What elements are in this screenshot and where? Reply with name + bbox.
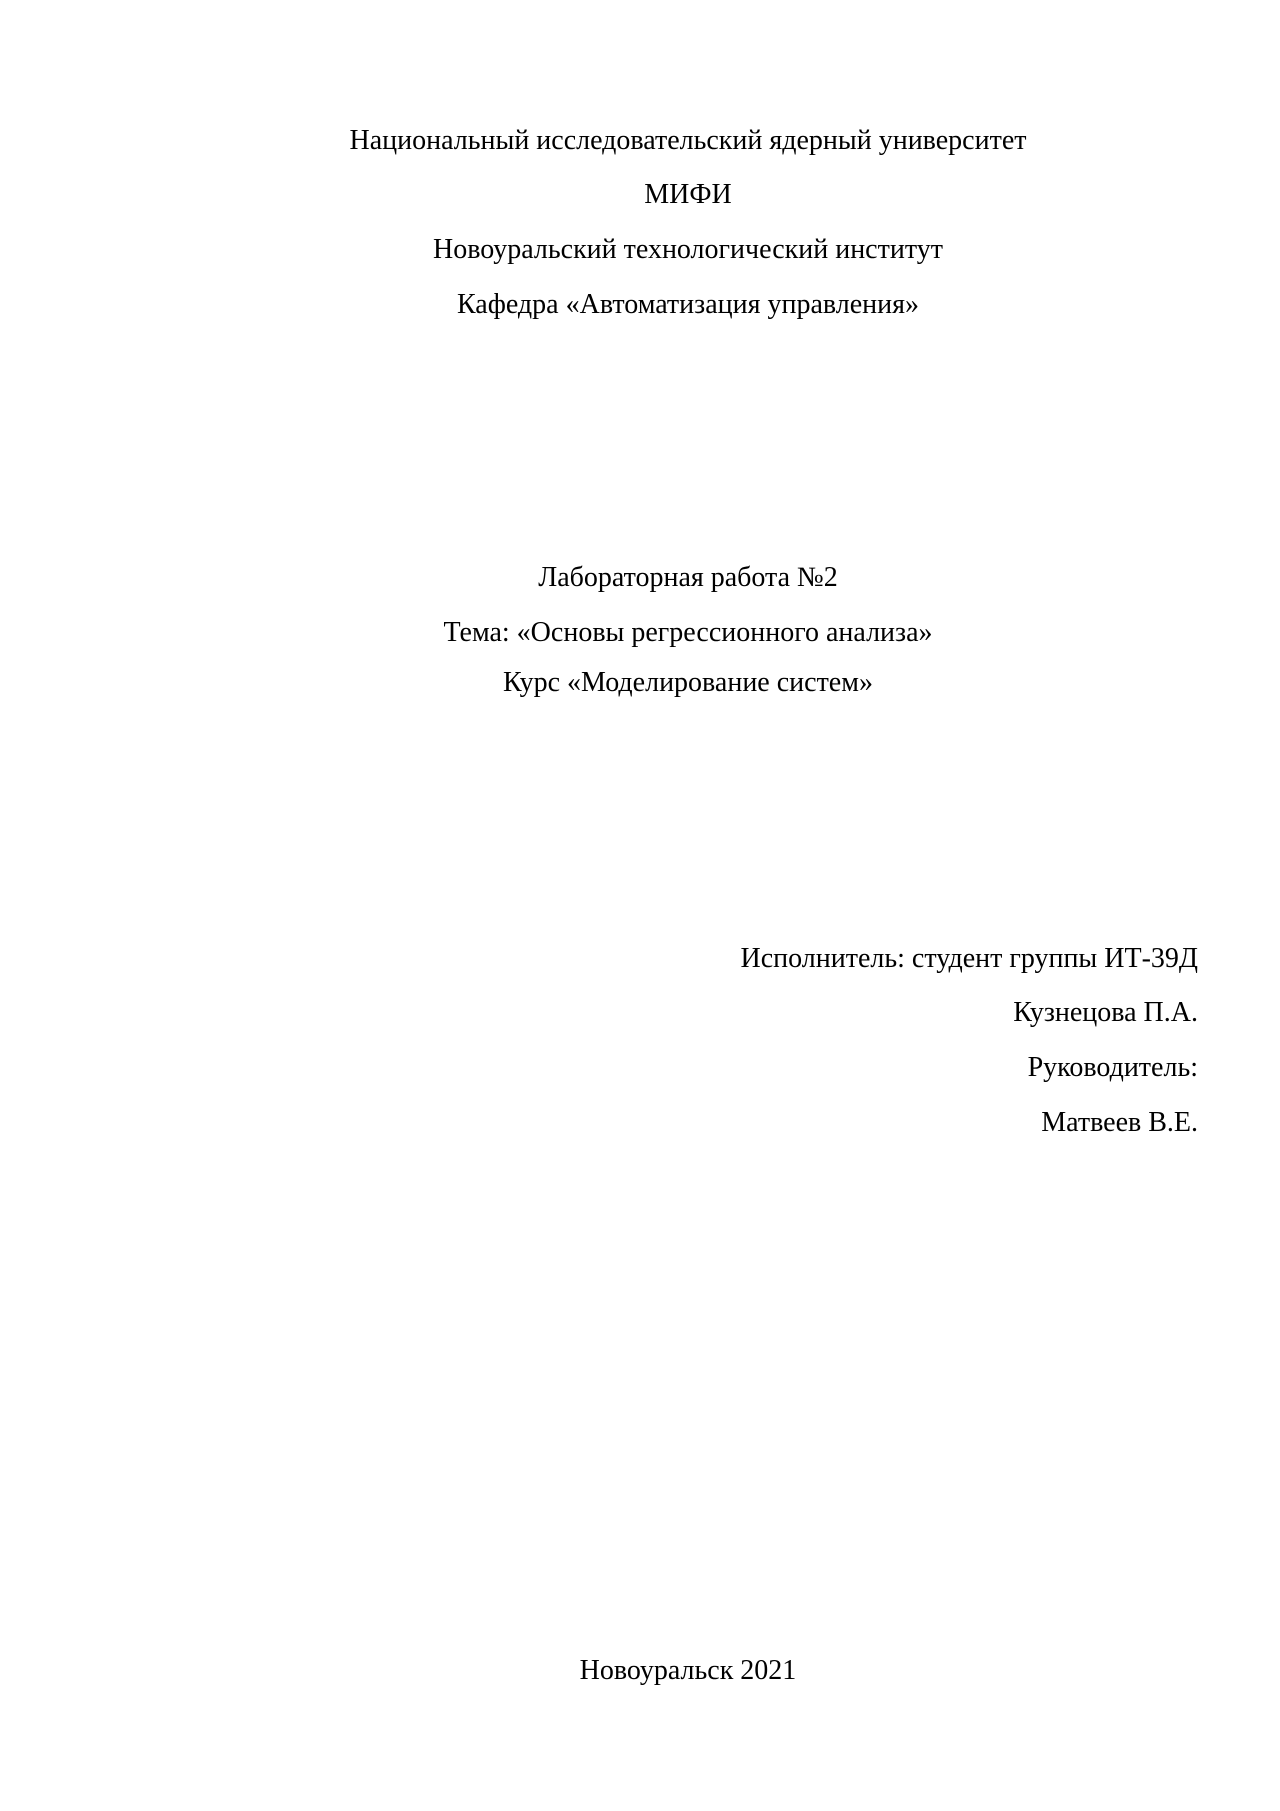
- work-topic: Тема: «Основы регрессионного анализа»: [443, 617, 933, 648]
- performer-name: Кузнецова П.А.: [1013, 997, 1198, 1028]
- city-year: Новоуральск 2021: [579, 1655, 797, 1686]
- work-title: Лабораторная работа №2: [538, 562, 838, 593]
- course-name: Курс «Моделирование систем»: [503, 667, 873, 698]
- supervisor-label: Руководитель:: [1027, 1052, 1198, 1083]
- supervisor-name: Матвеев В.Е.: [1041, 1107, 1198, 1138]
- university-name: Национальный исследовательский ядерный университет: [349, 125, 1027, 156]
- university-abbreviation: МИФИ: [644, 179, 732, 210]
- performer-label: Исполнитель: студент группы ИТ-39Д: [740, 943, 1198, 974]
- institute-name: Новоуральский технологический институт: [433, 234, 943, 265]
- department-name: Кафедра «Автоматизация управления»: [457, 289, 919, 320]
